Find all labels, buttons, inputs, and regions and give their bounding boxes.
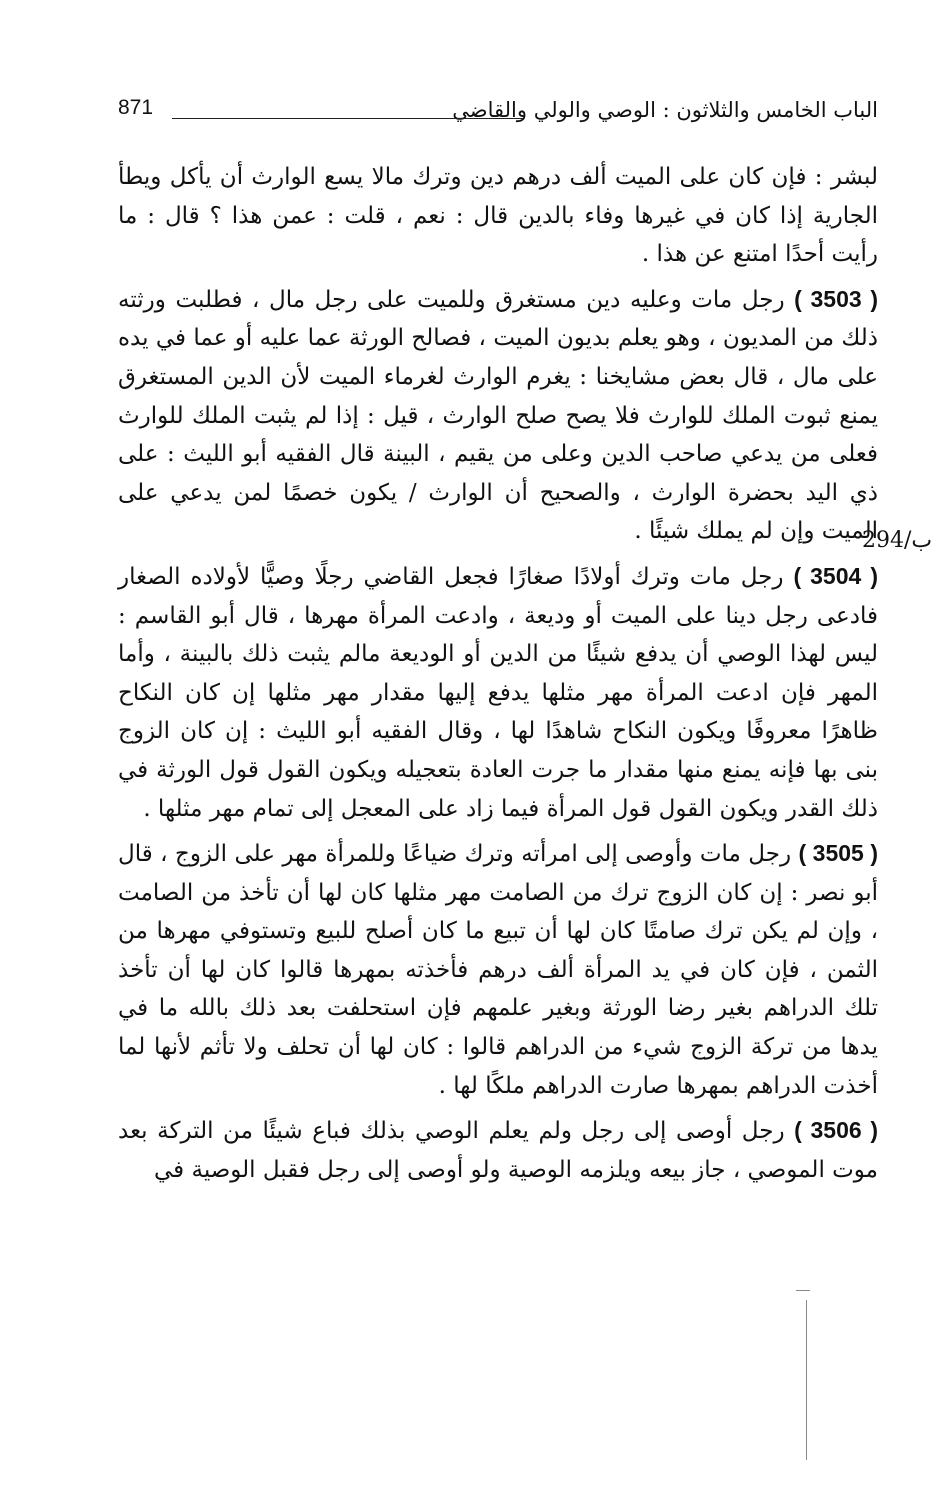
entry-3505 xyxy=(118,834,878,1105)
running-title: الباب الخامس والثلاثون : الوصي والولي والقاضي xyxy=(452,98,878,122)
entry-3504 xyxy=(118,557,878,828)
body-text xyxy=(118,158,878,1195)
page-header xyxy=(118,98,878,138)
folio-margin-note: 294/ب xyxy=(862,528,933,553)
entry-3506 xyxy=(118,1111,878,1189)
paragraph-continuation xyxy=(118,158,878,274)
paragraph-text: رجل مات وعليه دين مستغرق وللميت على رجل مال ، فطلبت ورثته ذلك من المديون ، وهو يعلم بديون الميت ، فصالح الورثة عما عليه أو عما في يده على مال ، قال بعض مشايخنا : يغرم الوارث لغرماء الميت لأن الدين المستغرق يمنع ثبوت الملك للوارث فلا يصح صلح الوارث ، قيل : إذا لم يثبت الملك للوارث فعلى من يدعي صاحب الدين وعلى من يقيم ، البينة قال الفقيه أبو الليث : على ذي اليد بحضرة الوارث ، والصحيح أن الوارث / يكون خصمًا لمن يدعي على الميت وإن لم يملك شيئًا . xyxy=(118,286,878,545)
paragraph-text: لبشر : فإن كان على الميت ألف درهم دين وترك مالا يسع الوارث أن يأكل ويطأ الجارية إذا كان في غيرها وفاء بالدين قال : نعم ، قلت : عمن هذا ؟ قال : ما رأيت أحدًا امتنع عن هذا . xyxy=(118,164,878,268)
header-rule xyxy=(172,118,523,119)
scan-artifact-tick xyxy=(796,1290,810,1291)
entry-number: ( 3503 ) xyxy=(794,285,878,312)
paragraph-text: رجل مات وترك أولادًا صغارًا فجعل القاضي رجلًا وصيًّا لأولاده الصغار فادعى رجل دينا على الميت أو وديعة ، وادعت المرأة مهرها ، قال أبو القاسم : ليس لهذا الوصي أن يدفع شيئًا من الدين أو الوديعة مالم يثبت ذلك بالبينة ، وأما المهر فإن ادعت المرأة مهر مثلها يدفع إليها مقدار مهر مثلها إن كان النكاح ظاهرًا معروفًا ويكون النكاح شاهدًا لها ، وقال الفقيه أبو الليث : إن كان الزوج بنى بها فإنه يمنع منها مقدار ما جرت العادة بتعجيله ويكون القول قول الورثة في ذلك القدر ويكون القول قول المرأة فيما زاد على المعجل إلى تمام مهر مثلها . xyxy=(118,563,878,822)
entry-3503 xyxy=(118,280,878,551)
entry-number: ( 3504 ) xyxy=(793,562,878,589)
page-number: 871 xyxy=(118,96,154,119)
paragraph-text: رجل مات وأوصى إلى امرأته وترك ضياعًا وللمرأة مهر على الزوج ، قال أبو نصر : إن كان الزوج ترك من الصامت مهر مثلها كان لها أن تأخذ من الصامت ، وإن لم يكن ترك صامتًا كان لها أن تبيع ما كان أصلح للبيع وتستوفي مهرها من الثمن ، فإن كان في يد المرأة ألف درهم فأخذته بمهرها قالوا كان لها أن تأخذ تلك الدراهم بغير رضا الورثة وبغير علمهم فإن استحلفت بعد ذلك بالله ما في يدها من تركة الزوج شيء من الدراهم قالوا : كان لها أن تحلف ولا تأثم لأنها لما أخذت الدراهم بمهرها صارت الدراهم ملكًا لها . xyxy=(118,841,878,1099)
entry-number: ( 3506 ) xyxy=(794,1117,879,1144)
entry-number: ( 3505 ) xyxy=(798,840,878,867)
scan-artifact-line xyxy=(806,1300,807,1460)
paragraph-text: رجل أوصى إلى رجل ولم يعلم الوصي بذلك فباع شيئًا من التركة بعد موت الموصي ، جاز بيعه ويلزمه الوصية ولو أوصى إلى رجل فقبل الوصية في xyxy=(118,1118,878,1183)
